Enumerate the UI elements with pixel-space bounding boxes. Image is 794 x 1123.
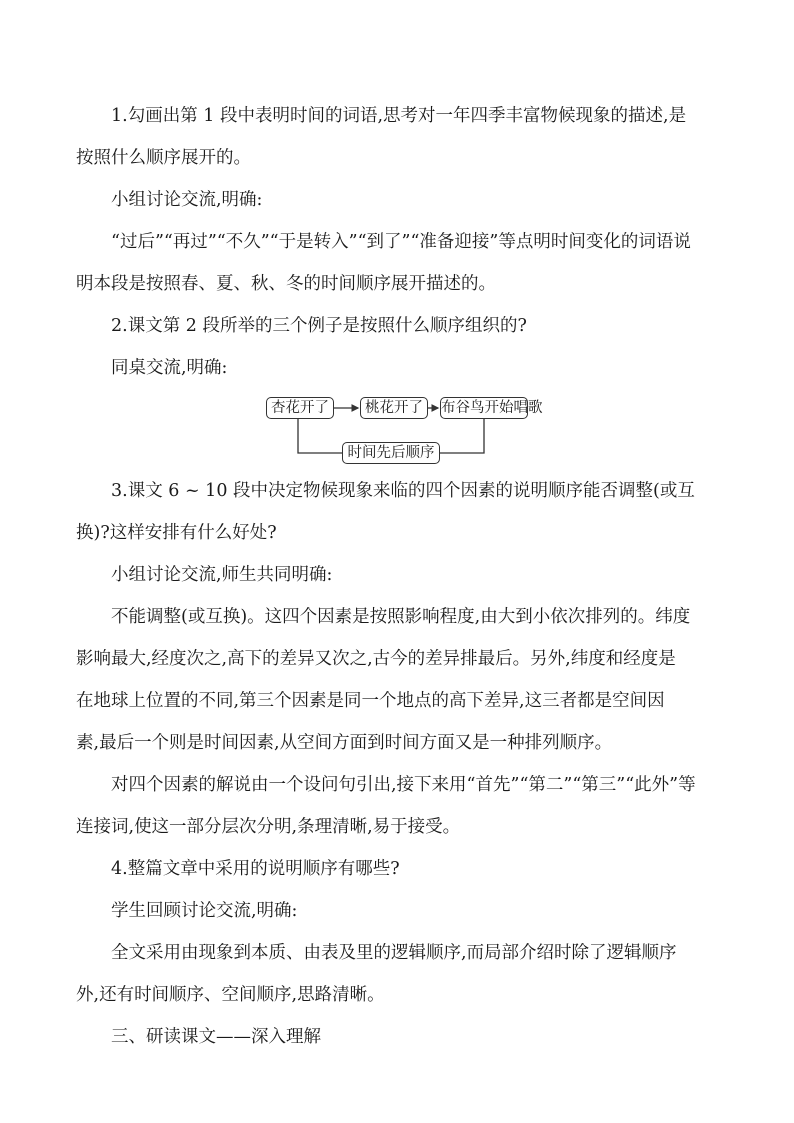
question-4-answer-line-1: 全文采用由现象到本质、由表及里的逻辑顺序,而局部介绍时除了逻辑顺序 — [111, 943, 677, 963]
question-4-discussion: 学生回顾讨论交流,明确: — [111, 901, 298, 921]
question-1-answer-line-1: “过后”“再过”“不久”“于是转入”“到了”“准备迎接”等点明时间变化的词语说 — [111, 232, 691, 252]
question-3-answer-1-line-4: 素,最后一个则是时间因素,从空间方面到时间方面又是一种排列顺序。 — [76, 733, 613, 753]
question-3-answer-2-line-2: 连接词,使这一部分层次分明,条理清晰,易于接受。 — [76, 817, 461, 837]
question-3-line-1: 3.课文 6 ~ 10 段中决定物候现象来临的四个因素的说明顺序能否调整(或互 — [111, 481, 695, 501]
bracket-left — [298, 419, 342, 453]
diagram-box-cuckoo: 布谷鸟开始唱歌 — [440, 397, 528, 419]
question-1-discussion: 小组讨论交流,明确: — [111, 190, 263, 210]
diagram-box-peach: 桃花开了 — [360, 397, 428, 419]
question-3-answer-1-line-3: 在地球上位置的不同,第三个因素是同一个地点的高下差异,这三者都是空间因 — [76, 691, 665, 711]
sequence-diagram — [266, 396, 543, 466]
diagram-box-time-order: 时间先后顺序 — [342, 442, 440, 464]
question-3-answer-1-line-1: 不能调整(或互换)。这四个因素是按照影响程度,由大到小依次排列的。纬度 — [111, 607, 691, 627]
question-3-discussion: 小组讨论交流,师生共同明确: — [111, 565, 333, 585]
question-2-line-1: 2.课文第 2 段所举的三个例子是按照什么顺序组织的? — [111, 316, 527, 336]
question-3-line-2: 换)?这样安排有什么好处? — [76, 523, 277, 543]
question-3-answer-1-line-2: 影响最大,经度次之,高下的差异又次之,古今的差异排最后。另外,纬度和经度是 — [76, 649, 676, 669]
section-3-heading: 三、研读课文——深入理解 — [111, 1027, 321, 1047]
question-1-answer-line-2: 明本段是按照春、夏、秋、冬的时间顺序展开描述的。 — [76, 274, 496, 294]
bracket-right — [440, 419, 484, 453]
question-3-answer-2-line-1: 对四个因素的解说由一个设问句引出,接下来用“首先”“第二”“第三”“此外”等 — [111, 775, 696, 795]
question-4-line-1: 4.整篇文章中采用的说明顺序有哪些? — [111, 859, 400, 879]
question-1-line-2: 按照什么顺序展开的。 — [76, 148, 251, 168]
question-2-discussion: 同桌交流,明确: — [111, 358, 228, 378]
question-4-answer-line-2: 外,还有时间顺序、空间顺序,思路清晰。 — [76, 985, 385, 1005]
question-1-line-1: 1.勾画出第 1 段中表明时间的词语,思考对一年四季丰富物候现象的描述,是 — [111, 106, 687, 126]
diagram-box-apricot: 杏花开了 — [266, 397, 334, 419]
